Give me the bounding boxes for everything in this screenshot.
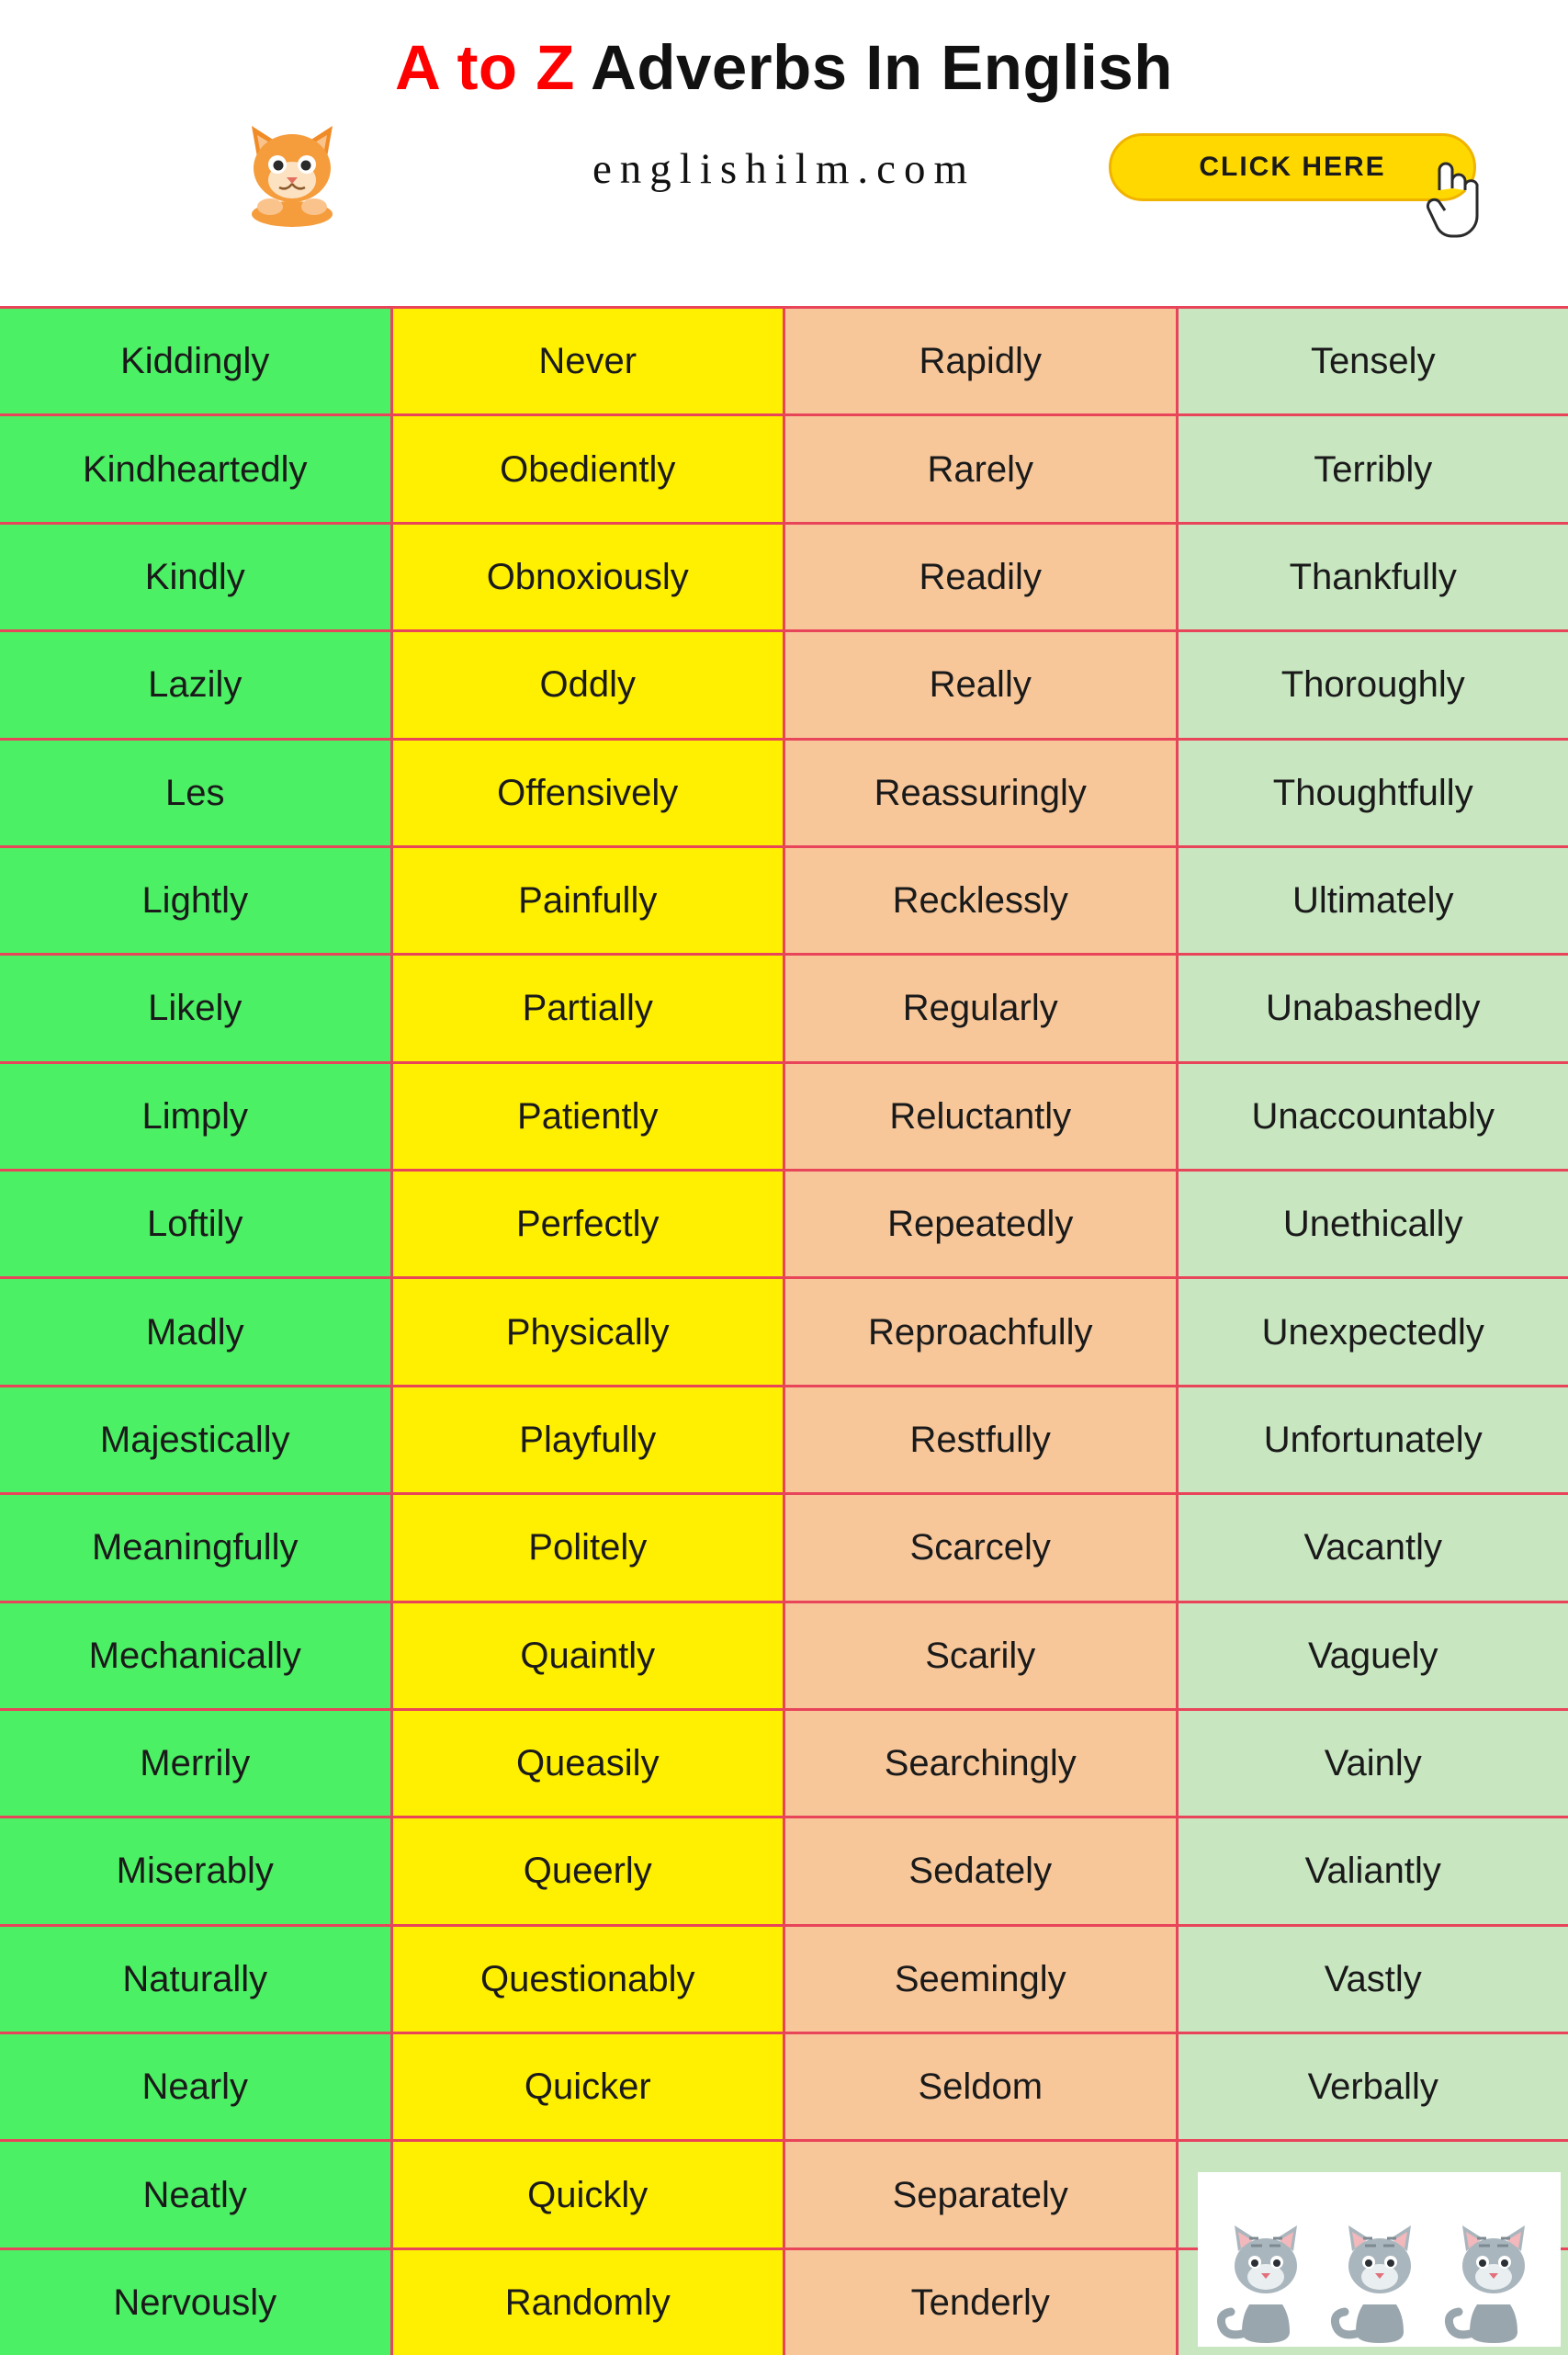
table-cell: Politely xyxy=(393,1495,784,1602)
table-cell: Questionably xyxy=(393,1927,784,2034)
table-cell: Quaintly xyxy=(393,1603,784,1711)
table-cell: Unfortunately xyxy=(1179,1387,1568,1495)
table-cell: Perfectly xyxy=(393,1172,784,1279)
table-cell: Les xyxy=(0,741,390,848)
table-cell: Rarely xyxy=(785,416,1176,524)
table-cell: Mechanically xyxy=(0,1603,390,1711)
table-cell: Unaccountably xyxy=(1179,1064,1568,1172)
table-cell: Merrily xyxy=(0,1711,390,1818)
table-cell: Vaguely xyxy=(1179,1603,1568,1711)
table-cell: Loftily xyxy=(0,1172,390,1279)
table-cell: Playfully xyxy=(393,1387,784,1495)
page-title-rest: Adverbs In English xyxy=(575,32,1173,103)
table-cell: Queerly xyxy=(393,1818,784,1926)
table-cell: Quickly xyxy=(393,2142,784,2249)
table-cell: Naturally xyxy=(0,1927,390,2034)
table-column-2 xyxy=(393,309,786,2355)
table-cell: Lazily xyxy=(0,632,390,740)
table-cell: Patiently xyxy=(393,1064,784,1172)
subtitle-row xyxy=(0,126,1568,227)
table-cell: Tensely xyxy=(1179,309,1568,416)
table-cell: Regularly xyxy=(785,956,1176,1063)
table-cell: Oddly xyxy=(393,632,784,740)
table-cell: Nervously xyxy=(0,2250,390,2355)
table-cell: Reproachfully xyxy=(785,1279,1176,1387)
table-cell: Unexpectedly xyxy=(1179,1279,1568,1387)
table-column-4 xyxy=(1179,309,1568,2355)
table-cell: Majestically xyxy=(0,1387,390,1495)
table-cell: Reluctantly xyxy=(785,1064,1176,1172)
page-title-prefix: A to Z xyxy=(395,32,575,103)
table-cell: Vainly xyxy=(1179,1711,1568,1818)
table-cell: Seemingly xyxy=(785,1927,1176,2034)
table-cell: Really xyxy=(785,632,1176,740)
table-cell: Tenderly xyxy=(785,2250,1176,2355)
table-cell: Kiddingly xyxy=(0,309,390,416)
adverbs-table xyxy=(0,306,1568,2355)
table-cell: Physically xyxy=(393,1279,784,1387)
table-cell: Seldom xyxy=(785,2034,1176,2142)
table-cell: Restfully xyxy=(785,1387,1176,1495)
table-cell: Sedately xyxy=(785,1818,1176,1926)
page-title xyxy=(0,0,1568,104)
table-cell: Ultimately xyxy=(1179,848,1568,956)
hand-cursor-icon xyxy=(1412,153,1495,241)
table-cell: Reassuringly xyxy=(785,741,1176,848)
table-cell: Offensively xyxy=(393,741,784,848)
table-cell: Queasily xyxy=(393,1711,784,1818)
table-column-1 xyxy=(0,309,393,2355)
table-cell: Obediently xyxy=(393,416,784,524)
poster-header xyxy=(0,0,1568,306)
table-cell: Miserably xyxy=(0,1818,390,1926)
table-cell: Kindly xyxy=(0,525,390,632)
site-name: englishilm.com xyxy=(0,144,1568,194)
click-here-label: CLICK HERE xyxy=(1199,152,1385,183)
table-cell: Vastly xyxy=(1179,1927,1568,2034)
three-grey-cats-icon xyxy=(1198,2172,1561,2347)
table-cell: Verbally xyxy=(1179,2034,1568,2142)
table-cell: Neatly xyxy=(0,2142,390,2249)
table-cell: Meaningfully xyxy=(0,1495,390,1602)
table-cell: Separately xyxy=(785,2142,1176,2249)
table-cell: Likely xyxy=(0,956,390,1063)
table-cell: Limply xyxy=(0,1064,390,1172)
table-cell: Readily xyxy=(785,525,1176,632)
table-cell: Quicker xyxy=(393,2034,784,2142)
table-cell: Madly xyxy=(0,1279,390,1387)
table-cell: Unabashedly xyxy=(1179,956,1568,1063)
table-cell: Scarcely xyxy=(785,1495,1176,1602)
table-cell: Never xyxy=(393,309,784,416)
table-cell: Terribly xyxy=(1179,416,1568,524)
table-cell: Thankfully xyxy=(1179,525,1568,632)
table-cell: Partially xyxy=(393,956,784,1063)
table-cell: Nearly xyxy=(0,2034,390,2142)
table-column-3 xyxy=(785,309,1179,2355)
table-cell: Valiantly xyxy=(1179,1818,1568,1926)
table-cell: Repeatedly xyxy=(785,1172,1176,1279)
table-cell: Kindheartedly xyxy=(0,416,390,524)
table-cell: Unethically xyxy=(1179,1172,1568,1279)
table-cell: Lightly xyxy=(0,848,390,956)
table-cell: Randomly xyxy=(393,2250,784,2355)
table-cell: Thoughtfully xyxy=(1179,741,1568,848)
table-cell: Searchingly xyxy=(785,1711,1176,1818)
table-cell: Vacantly xyxy=(1179,1495,1568,1602)
table-cell: Obnoxiously xyxy=(393,525,784,632)
table-cell: Thoroughly xyxy=(1179,632,1568,740)
table-cell: Rapidly xyxy=(785,309,1176,416)
table-cell: Recklessly xyxy=(785,848,1176,956)
table-cell: Painfully xyxy=(393,848,784,956)
table-cell: Scarily xyxy=(785,1603,1176,1711)
